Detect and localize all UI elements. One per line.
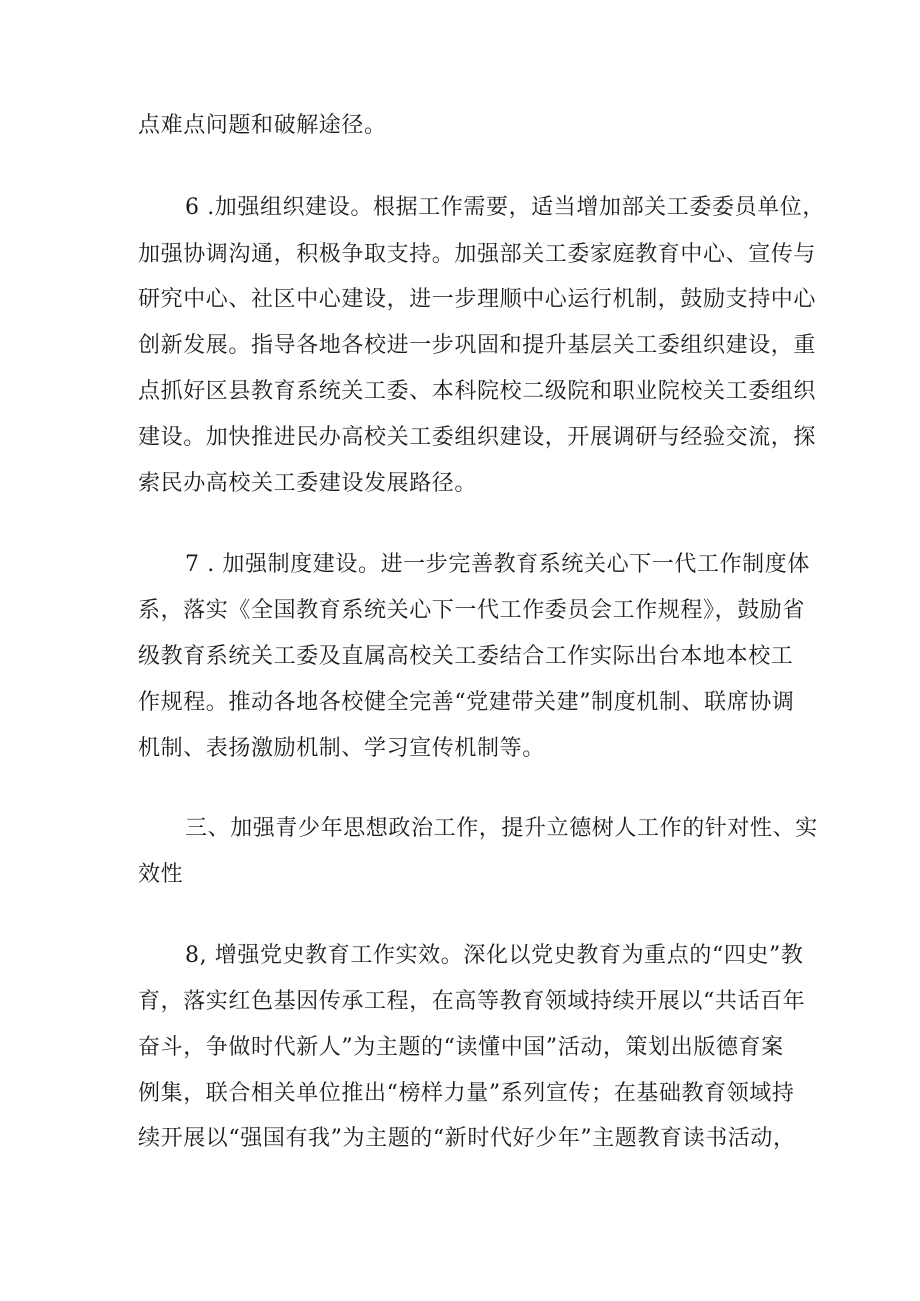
section-heading-line: 三、加强青少年思想政治工作，提升立德树人工作的针对性、实 [185,816,818,841]
paragraph-line: 奋斗，争做时代新人”为主题的“读懂中国”活动，策划出版德育案 [138,1035,784,1060]
paragraph-line: 例集，联合相关单位推出“榜样力量”系列宣传；在基础教育领域持 [138,1081,795,1106]
paragraph-line: 级教育系统关工委及直属高校关工委结合工作实际出台本地本校工 [138,644,794,669]
paragraph-line: 续开展以“强国有我”为主题的“新时代好少年”主题教育读书活动， [138,1126,796,1151]
paragraph-line: 点难点问题和破解途径。 [138,113,387,138]
paragraph-line: 点抓好区县教育系统关工委、本科院校二级院和职业院校关工委组织 [138,379,817,404]
paragraph-line: 机制、表扬激励机制、学习宣传机制等。 [138,736,545,761]
paragraph-line: 8, 增强党史教育工作实效。深化以党史教育为重点的“四史”教 [185,943,804,968]
paragraph-line: 索民办高校关工委建设发展路径。 [138,471,478,496]
paragraph-line: 7 . 加强制度建设。进一步完善教育系统关心下一代工作制度体 [185,552,810,577]
paragraph-line: 作规程。推动各地各校健全完善“党建带关建”制度机制、联席协调 [138,690,795,715]
section-heading-line: 效性 [138,862,184,887]
paragraph-line: 加强协调沟通，积极争取支持。加强部关工委家庭教育中心、宣传与 [138,242,817,267]
paragraph-line: 系，落实《全国教育系统关心下一代工作委员会工作规程》，鼓励省 [138,598,806,623]
paragraph-line: 6 .加强组织建设。根据工作需要，适当增加部关工委委员单位， [185,195,825,220]
paragraph-line: 创新发展。指导各地各校进一步巩固和提升基层关工委组织建设，重 [138,333,817,358]
paragraph-line: 建设。加快推进民办高校关工委组织建设，开展调研与经验交流，探 [138,425,817,450]
paragraph-line: 育，落实红色基因传承工程，在高等教育领域持续开展以“共话百年 [138,989,806,1014]
paragraph-line: 研究中心、社区中心建设，进一步理顺中心运行机制，鼓励支持中心 [138,287,817,312]
